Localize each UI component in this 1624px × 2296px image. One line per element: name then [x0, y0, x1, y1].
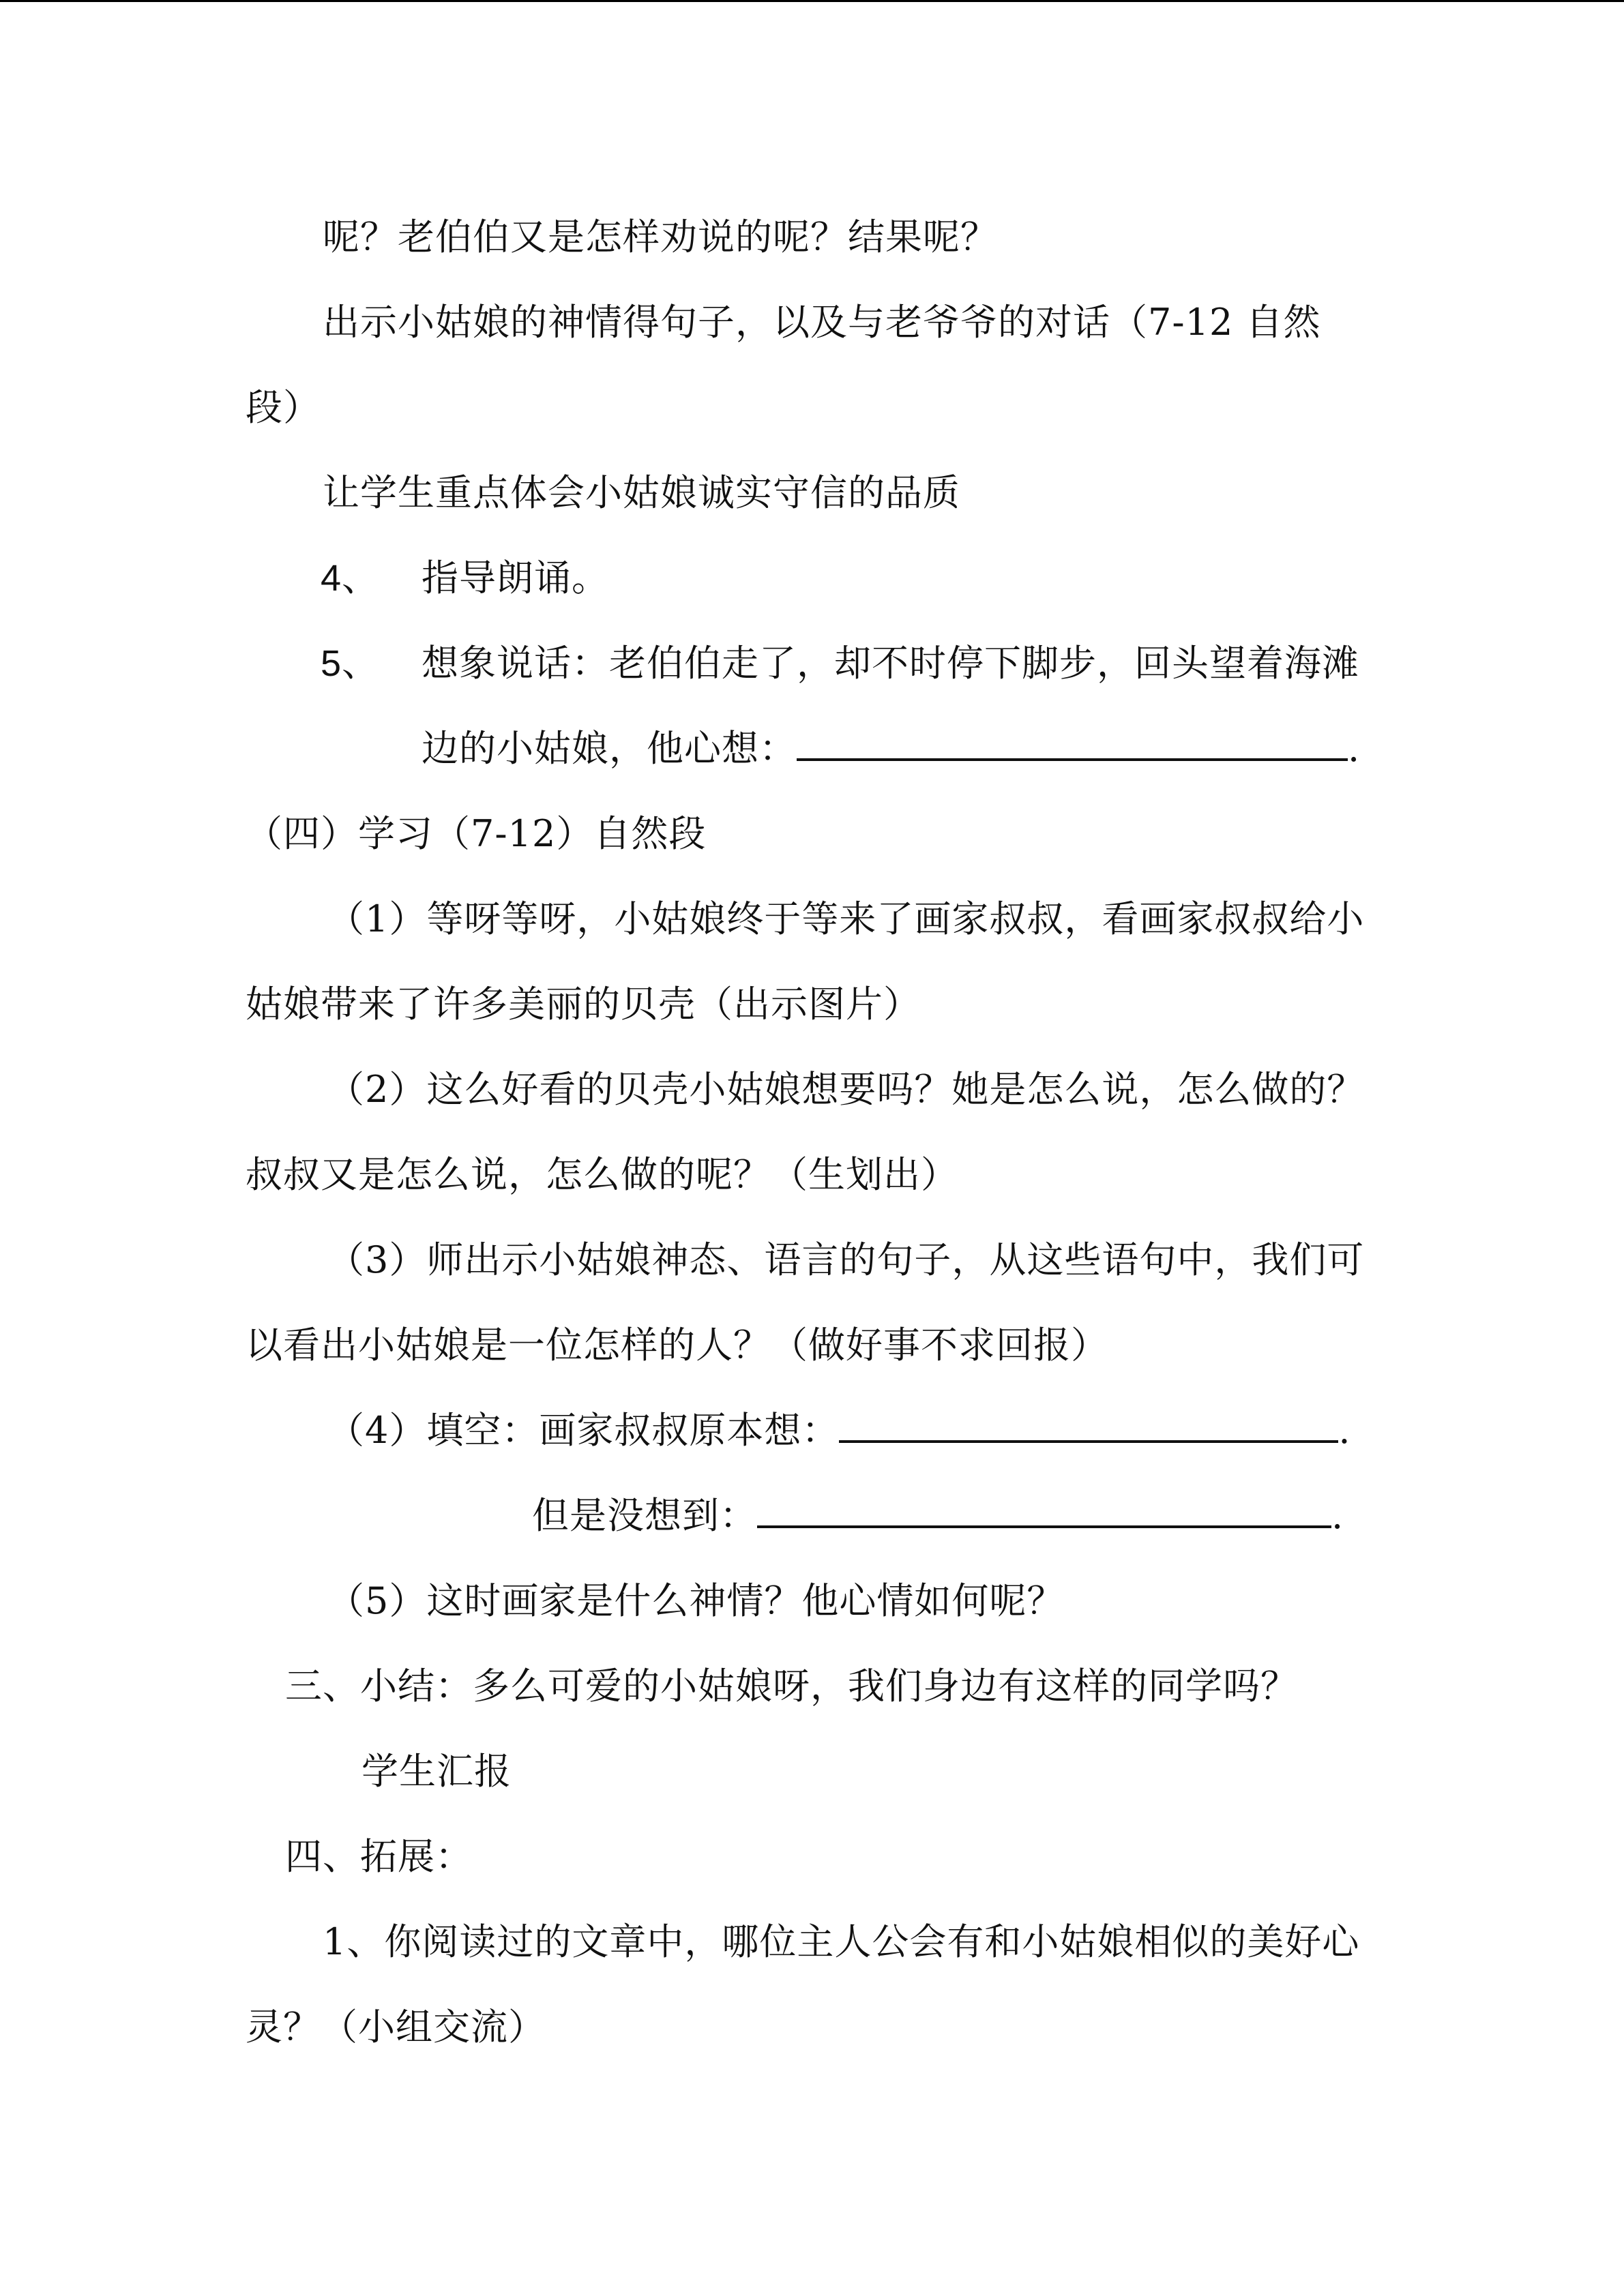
answer-blank[interactable]	[797, 728, 1348, 761]
section-heading: （四）学习（7-12）自然段	[246, 812, 707, 855]
fill-in-line: 但是没想到： .	[532, 1494, 1344, 1537]
fill-in-line: （4）填空：画家叔叔原本想： .	[327, 1409, 1351, 1452]
paragraph-line: 叔叔又是怎么说，怎么做的呢？（生划出）	[246, 1153, 958, 1196]
item-number: 4、	[321, 558, 380, 599]
paragraph-line: 学生汇报	[361, 1750, 512, 1793]
paragraph-line: （3）师出示小姑娘神态、语言的句子，从这些语句中，我们可	[327, 1238, 1365, 1281]
answer-blank[interactable]	[757, 1495, 1331, 1528]
numbered-item-text: 想象说话：老伯伯走了，却不时停下脚步，回头望着海滩	[422, 642, 1359, 685]
paragraph-line: 以看出小姑娘是一位怎样的人？（做好事不求回报）	[246, 1324, 1108, 1367]
paragraph-line: （5）这时画家是什么神情？他心情如何呢？	[327, 1579, 1065, 1622]
paragraph-line: 呢？老伯伯又是怎样劝说的呢？结果呢？	[323, 215, 998, 258]
paragraph-line: （2）这么好看的贝壳小姑娘想要吗？她是怎么说，怎么做的？	[327, 1068, 1365, 1111]
paragraph-line: 出示小姑娘的神情得句子，以及与老爷爷的对话（7-12 自然	[323, 301, 1321, 344]
paragraph-line: 段）	[246, 386, 321, 429]
paragraph-line: 灵？（小组交流）	[246, 2006, 546, 2048]
paragraph-line: （1）等呀等呀，小姑娘终于等来了画家叔叔，看画家叔叔给小	[327, 897, 1365, 940]
fill-in-line: 边的小姑娘，他心想： .	[422, 727, 1361, 770]
section-heading: 三、小结：多么可爱的小姑娘呀，我们身边有这样的同学吗？	[285, 1665, 1298, 1708]
numbered-item	[321, 556, 379, 600]
answer-blank[interactable]	[839, 1410, 1338, 1443]
paragraph-line: 1、你阅读过的文章中，哪位主人公会有和小姑娘相似的美好心	[323, 1920, 1360, 1963]
section-heading: 四、拓展：	[285, 1835, 473, 1878]
paragraph-line: 姑娘带来了许多美丽的贝壳（出示图片）	[246, 983, 921, 1026]
numbered-item-text: 指导朗诵。	[422, 556, 609, 599]
numbered-item	[321, 642, 379, 685]
paragraph-line: 让学生重点体会小姑娘诚实守信的品质	[323, 471, 960, 514]
item-number: 5、	[321, 643, 380, 684]
